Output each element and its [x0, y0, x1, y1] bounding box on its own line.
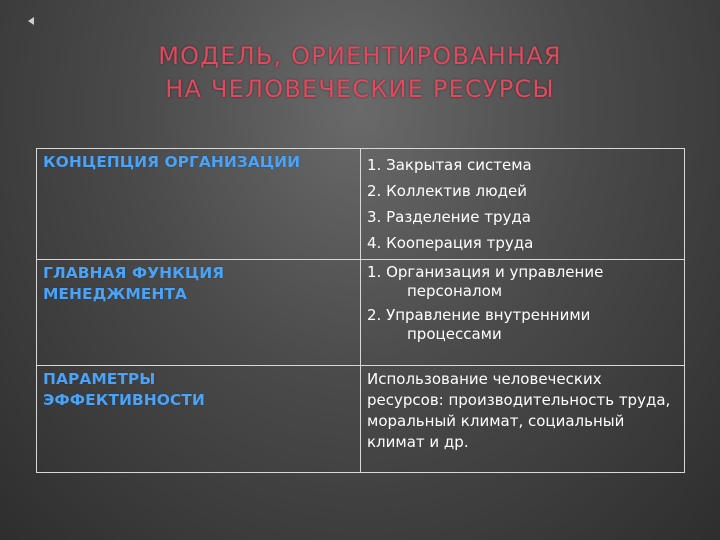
list-item [367, 263, 678, 301]
list-item-continuation: процессами [407, 325, 502, 343]
table-row [37, 366, 685, 473]
list-item [367, 306, 678, 344]
label-line: ГЛАВНАЯ ФУНКЦИЯ [43, 264, 225, 282]
row-value-cell [361, 149, 685, 260]
content-table [36, 148, 685, 473]
slide-title [0, 40, 720, 106]
slide-title-line2: НА ЧЕЛОВЕЧЕСКИЕ РЕСУРСЫ [165, 75, 555, 103]
row-label-cell [37, 260, 361, 366]
list-item-text: 2. Управление внутренними [367, 306, 591, 324]
row-label-organization-concept: КОНЦЕПЦИЯ ОРГАНИЗАЦИИ [43, 153, 301, 171]
function-list [367, 263, 678, 344]
slide-title-line1: МОДЕЛЬ, ОРИЕНТИРОВАННАЯ [158, 42, 562, 70]
label-line: ПАРАМЕТРЫ [43, 370, 156, 388]
list-item: 3. Разделение труда [367, 208, 531, 226]
row-label-management-function [43, 263, 354, 305]
list-item: 1. Закрытая система [367, 156, 532, 174]
corner-arrow-icon [28, 17, 34, 25]
row-label-efficiency-parameters [43, 369, 354, 411]
list-item: 4. Кооперация труда [367, 234, 534, 252]
table-row [37, 149, 685, 260]
concept-list [367, 152, 678, 256]
list-item: 2. Коллектив людей [367, 182, 528, 200]
row-value-cell [361, 366, 685, 473]
efficiency-text: Использование человеческих ресурсов: производительность труда, моральный климат, социальный климат и др. [367, 370, 671, 451]
label-line: ЭФФЕКТИВНОСТИ [43, 391, 205, 409]
row-label-cell [37, 149, 361, 260]
table-row [37, 260, 685, 366]
list-item-continuation: персоналом [407, 282, 503, 300]
label-line: МЕНЕДЖМЕНТА [43, 285, 187, 303]
row-value-cell [361, 260, 685, 366]
row-label-cell [37, 366, 361, 473]
list-item-text: 1. Организация и управление [367, 263, 604, 281]
